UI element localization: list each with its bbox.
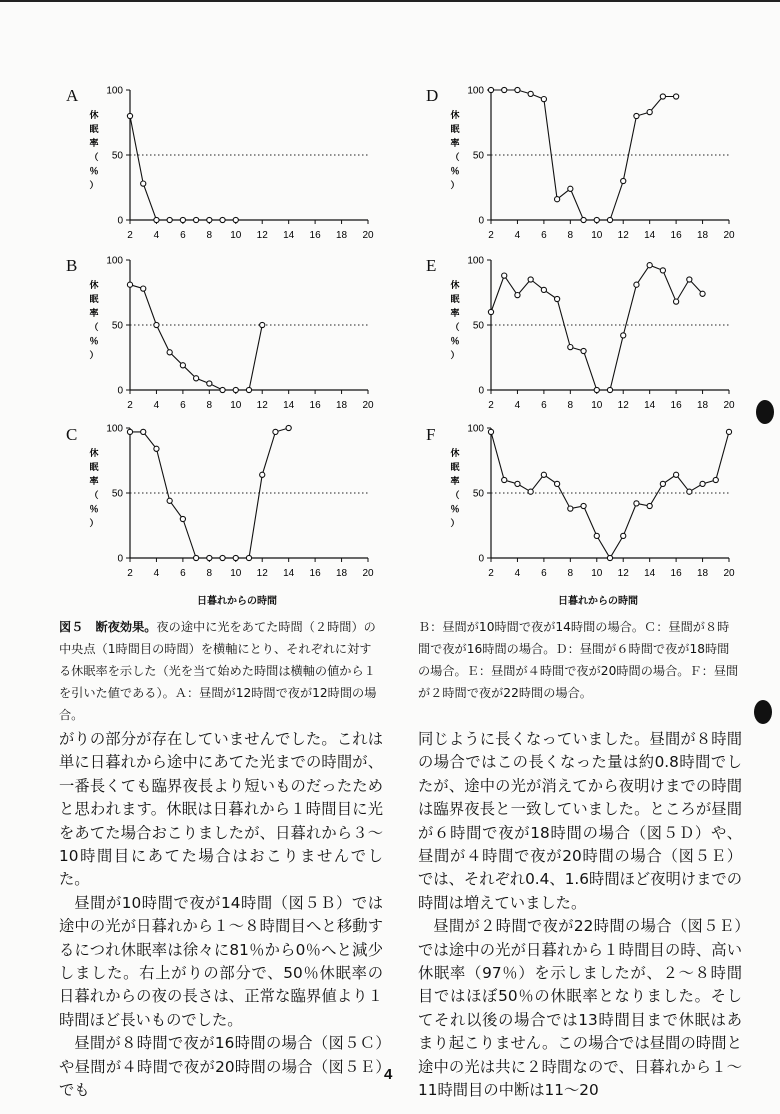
data-point <box>528 489 533 494</box>
data-point <box>488 429 493 434</box>
data-point <box>141 429 146 434</box>
y-tick-label: 100 <box>467 255 484 267</box>
y-tick-label: 100 <box>467 423 484 435</box>
x-tick-label: 6 <box>180 568 186 579</box>
x-tick-label: 12 <box>256 400 268 411</box>
panel-letter-e: E <box>426 256 437 275</box>
data-point <box>528 277 533 282</box>
data-point <box>154 322 159 327</box>
y-axis-title: 休眠率（％） <box>450 111 460 191</box>
x-tick-label: 4 <box>514 230 521 241</box>
x-tick-label: 10 <box>591 568 603 579</box>
x-axis-title-left: 日暮れからの時間 <box>197 596 277 607</box>
data-point <box>621 178 626 183</box>
x-tick-label: 6 <box>541 568 547 579</box>
data-point <box>674 299 679 304</box>
x-tick-label: 18 <box>335 230 348 241</box>
data-point <box>246 555 251 560</box>
data-point <box>634 113 639 118</box>
x-tick-label: 20 <box>362 230 374 241</box>
x-tick-label: 2 <box>488 230 494 241</box>
x-tick-label: 18 <box>696 230 709 241</box>
x-tick-label: 14 <box>644 230 656 241</box>
data-point <box>594 387 599 392</box>
data-point <box>154 217 159 222</box>
data-point <box>607 555 612 560</box>
body-column-right <box>418 728 742 1103</box>
series-line <box>491 432 729 558</box>
x-tick-label: 8 <box>567 230 574 241</box>
body-column-left <box>59 728 383 1103</box>
data-point <box>515 87 520 92</box>
data-point <box>660 481 665 486</box>
series-line <box>491 265 703 390</box>
data-point <box>167 217 172 222</box>
data-point <box>713 477 718 482</box>
x-tick-label: 16 <box>670 230 682 241</box>
data-point <box>220 217 225 222</box>
data-point <box>502 87 507 92</box>
data-point <box>555 296 560 301</box>
y-tick-label: 0 <box>478 553 484 565</box>
x-tick-label: 10 <box>591 400 603 411</box>
x-tick-label: 14 <box>283 568 295 579</box>
data-point <box>568 186 573 191</box>
data-point <box>515 481 520 486</box>
x-tick-label: 4 <box>153 230 160 241</box>
x-tick-label: 20 <box>362 568 374 579</box>
x-tick-label: 10 <box>230 568 242 579</box>
data-point <box>233 555 238 560</box>
x-tick-label: 8 <box>567 400 574 411</box>
data-point <box>528 91 533 96</box>
x-tick-label: 6 <box>541 230 547 241</box>
y-tick-label: 100 <box>467 85 484 97</box>
data-point <box>194 555 199 560</box>
x-tick-label: 18 <box>335 400 348 411</box>
data-point <box>141 286 146 291</box>
x-tick-label: 4 <box>153 400 160 411</box>
data-point <box>647 110 652 115</box>
x-tick-label: 16 <box>309 400 321 411</box>
y-tick-label: 0 <box>478 385 484 397</box>
x-tick-label: 6 <box>180 400 186 411</box>
x-tick-label: 2 <box>488 568 494 579</box>
series-line <box>130 285 262 390</box>
x-tick-label: 16 <box>309 230 321 241</box>
data-point <box>194 376 199 381</box>
y-tick-label: 100 <box>106 85 123 97</box>
data-point <box>127 113 132 118</box>
x-tick-label: 18 <box>696 400 709 411</box>
y-tick-label: 50 <box>472 320 484 332</box>
data-point <box>660 94 665 99</box>
data-point <box>581 503 586 508</box>
data-point <box>594 217 599 222</box>
data-point <box>687 489 692 494</box>
data-point <box>180 516 185 521</box>
x-tick-label: 2 <box>127 568 133 579</box>
data-point <box>260 322 265 327</box>
x-tick-label: 12 <box>617 568 629 579</box>
y-tick-label: 0 <box>117 215 123 227</box>
x-tick-label: 16 <box>309 568 321 579</box>
data-point <box>207 381 212 386</box>
x-tick-label: 10 <box>591 230 603 241</box>
data-point <box>502 477 507 482</box>
data-point <box>194 217 199 222</box>
data-point <box>555 481 560 486</box>
data-point <box>127 429 132 434</box>
data-point <box>621 333 626 338</box>
x-tick-label: 4 <box>514 568 521 579</box>
data-point <box>568 506 573 511</box>
series-line <box>130 116 236 220</box>
y-tick-label: 0 <box>478 215 484 227</box>
chart-panel-d <box>447 80 757 250</box>
data-point <box>581 348 586 353</box>
paragraph: 昼間が８時間で夜が16時間の場合（図５Ｃ）や昼間が４時間で夜が20時間の場合（図５Ｅ）でも <box>59 1034 383 1100</box>
y-tick-label: 100 <box>106 255 123 267</box>
x-tick-label: 6 <box>180 230 186 241</box>
panel-letter-b: B <box>66 256 78 275</box>
x-tick-label: 16 <box>670 400 682 411</box>
x-tick-label: 14 <box>283 230 295 241</box>
x-tick-label: 10 <box>230 400 242 411</box>
figure-caption-label: 図５ 断夜効果。 <box>59 620 157 634</box>
data-point <box>647 263 652 268</box>
x-tick-label: 12 <box>256 230 268 241</box>
x-tick-label: 12 <box>256 568 268 579</box>
data-point <box>180 363 185 368</box>
x-tick-label: 14 <box>644 568 656 579</box>
x-tick-label: 8 <box>206 230 213 241</box>
data-point <box>607 217 612 222</box>
data-point <box>687 277 692 282</box>
paragraph: がりの部分が存在していませんでした。これは単に日暮れから途中にあてた光までの時間が、一番長くても臨界夜長より短いものだったためと思われます。休眠は日暮れから１時間目に光をあてた場合おこりましたが、日暮れから３〜10時間目にあてた場合はおこりませんでした。 <box>59 730 383 889</box>
data-point <box>700 481 705 486</box>
x-tick-label: 2 <box>488 400 494 411</box>
data-point <box>488 309 493 314</box>
data-point <box>233 387 238 392</box>
paragraph: 昼間が10時間で夜が14時間（図５Ｂ）では途中の光が日暮れから１〜８時間目へと移動するにつれ休眠率は徐々に81％から0％へと減少しました。右上がりの部分で、50％休眠率の日暮れからの夜の長さは、正常な臨界値より１時間ほど長いものでした。 <box>59 893 383 1029</box>
binder-hole-upper <box>756 400 774 424</box>
top-rule <box>0 0 780 2</box>
y-tick-label: 0 <box>117 553 123 565</box>
x-tick-label: 14 <box>644 400 656 411</box>
x-tick-label: 18 <box>696 568 709 579</box>
x-tick-label: 20 <box>723 400 735 411</box>
data-point <box>167 350 172 355</box>
y-tick-label: 50 <box>472 150 484 162</box>
data-point <box>207 555 212 560</box>
x-tick-label: 6 <box>541 400 547 411</box>
data-point <box>502 273 507 278</box>
data-point <box>541 287 546 292</box>
panel-letter-c: C <box>66 425 78 444</box>
figure-caption-left <box>59 616 381 726</box>
data-point <box>273 429 278 434</box>
data-point <box>246 387 251 392</box>
data-point <box>634 501 639 506</box>
data-point <box>700 291 705 296</box>
y-tick-label: 50 <box>472 488 484 500</box>
binder-hole-lower <box>754 700 772 724</box>
data-point <box>207 217 212 222</box>
x-tick-label: 18 <box>335 568 348 579</box>
y-axis-title: 休眠率（％） <box>450 449 460 529</box>
data-point <box>515 293 520 298</box>
data-point <box>674 472 679 477</box>
y-axis-title: 休眠率（％） <box>89 281 99 361</box>
paragraph: 昼間が２時間で夜が22時間の場合（図５Ｅ）では途中の光が日暮れから１時間目の時、高い休眠率（97％）を示しましたが、２〜８時間目ではほぼ50％の休眠率となりました。そしてそれ以後の場合では13時間目まで休眠はあまり起こりません。この場合では昼間の時間と途中の光は共に２時間なので、日暮れから１〜11時間目の中断は11〜20 <box>418 917 742 1100</box>
data-point <box>167 498 172 503</box>
chart-panel-e <box>447 250 757 420</box>
y-tick-label: 50 <box>111 320 123 332</box>
chart-panel-c <box>86 418 396 588</box>
panel-letter-d: D <box>426 86 439 105</box>
chart-panel-b <box>86 250 396 420</box>
x-tick-label: 8 <box>567 568 574 579</box>
x-axis-title-right: 日暮れからの時間 <box>558 596 638 607</box>
data-point <box>581 217 586 222</box>
data-point <box>674 94 679 99</box>
data-point <box>555 197 560 202</box>
chart-panel-f <box>447 418 757 588</box>
chart-panel-a <box>86 80 396 250</box>
page-number: 4 <box>384 1066 393 1083</box>
panel-letter-a: A <box>66 86 79 105</box>
data-point <box>634 282 639 287</box>
data-point <box>220 387 225 392</box>
data-point <box>568 345 573 350</box>
x-tick-label: 8 <box>206 568 213 579</box>
data-point <box>141 181 146 186</box>
data-point <box>541 472 546 477</box>
x-tick-label: 16 <box>670 568 682 579</box>
paragraph: 同じように長くなっていました。昼間が８時間の場合ではこの長くなった量は約0.8時間でしたが、途中の光が消えてから夜明けまでの時間は臨界夜長と一致していました。ところが昼間が６時間で夜が18時間の場合（図５Ｄ）や、昼間が４時間で夜が20時間の場合（図５Ｅ）では、それぞれ0.4、1.6時間ほど夜明けまでの時間は増えていました。 <box>418 730 742 912</box>
data-point <box>541 97 546 102</box>
data-point <box>660 268 665 273</box>
data-point <box>154 446 159 451</box>
y-tick-label: 100 <box>106 423 123 435</box>
x-tick-label: 20 <box>362 400 374 411</box>
x-tick-label: 4 <box>153 568 160 579</box>
figure-caption-right: Ｂ：昼間が10時間で夜が14時間の場合。Ｃ：昼間が８時間で夜が16時間の場合。Ｄ：昼間が６時間で夜が18時間の場合。Ｅ：昼間が４時間で夜が20時間の場合。Ｆ：昼間が２時間で夜が22時間の場合。 <box>418 620 739 700</box>
data-point <box>607 387 612 392</box>
data-point <box>180 217 185 222</box>
y-axis-title: 休眠率（％） <box>89 449 99 529</box>
x-tick-label: 8 <box>206 400 213 411</box>
data-point <box>621 533 626 538</box>
x-tick-label: 20 <box>723 568 735 579</box>
data-point <box>726 429 731 434</box>
x-tick-label: 4 <box>514 400 521 411</box>
y-tick-label: 0 <box>117 385 123 397</box>
y-tick-label: 50 <box>111 488 123 500</box>
y-axis-title: 休眠率（％） <box>89 111 99 191</box>
data-point <box>594 533 599 538</box>
data-point <box>220 555 225 560</box>
x-tick-label: 14 <box>283 400 295 411</box>
x-tick-label: 2 <box>127 400 133 411</box>
data-point <box>647 503 652 508</box>
data-point <box>127 282 132 287</box>
y-tick-label: 50 <box>111 150 123 162</box>
x-tick-label: 2 <box>127 230 133 241</box>
panel-letter-f: F <box>426 425 436 444</box>
figure-caption-text: 夜の途中に光をあてた時間（２時間）の中央点（1時間目の時間）を横軸にとり、それぞれに対する休眠率を示した（光を当て始めた時間は横軸の値から１を引いた値である）。Ａ：昼間が12時間で夜が12時間の場合。 <box>59 620 377 722</box>
x-tick-label: 20 <box>723 230 735 241</box>
data-point <box>260 472 265 477</box>
x-tick-label: 12 <box>617 400 629 411</box>
data-point <box>488 87 493 92</box>
data-point <box>286 425 291 430</box>
y-axis-title: 休眠率（％） <box>450 281 460 361</box>
data-point <box>233 217 238 222</box>
x-tick-label: 12 <box>617 230 629 241</box>
x-tick-label: 10 <box>230 230 242 241</box>
